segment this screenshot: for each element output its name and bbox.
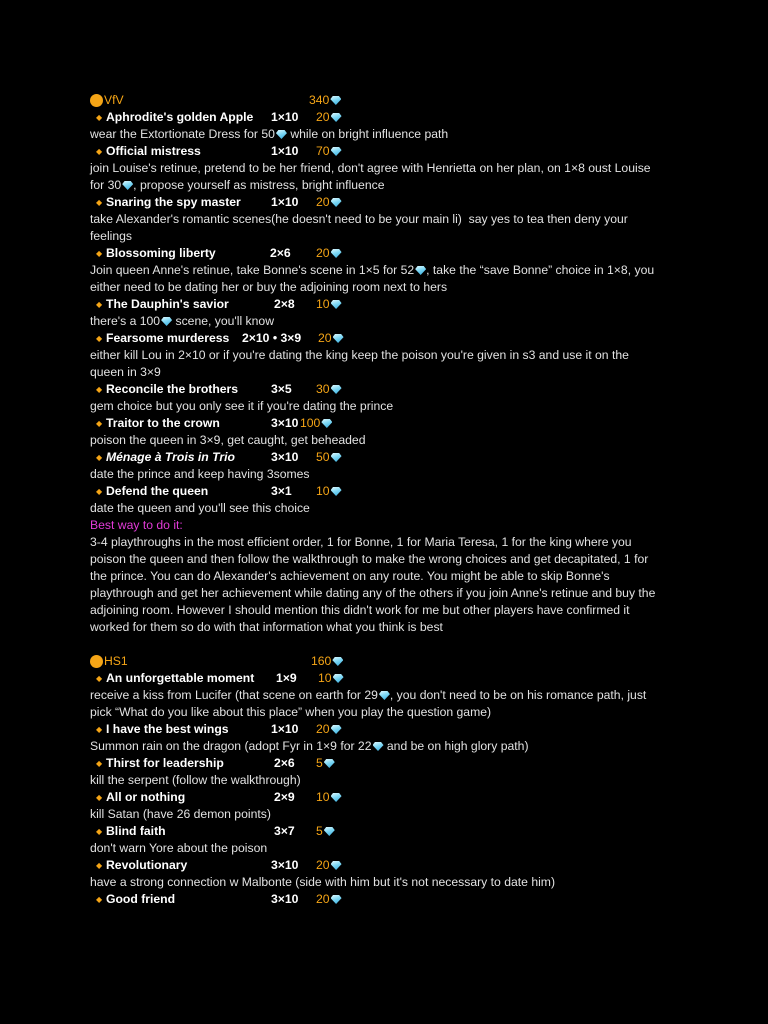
achievement-description-line — [90, 211, 690, 228]
achievement-gem-reward — [300, 415, 332, 432]
diamond-gem-icon — [331, 147, 342, 156]
desc-text: queen in 3×9 — [90, 365, 161, 379]
achievement-chapter: 1×10 — [271, 110, 299, 124]
orange-diamond-bullet-icon: ◆ — [96, 300, 103, 309]
achievement-gem-count: 10 — [316, 790, 330, 804]
achievement-title: Blind faith — [106, 824, 166, 838]
achievement-gem-reward — [316, 755, 335, 772]
achievement-gem-count: 30 — [316, 382, 330, 396]
achievement-chapter: 1×10 — [271, 195, 299, 209]
desc-text: for 30 — [90, 178, 122, 192]
achievement-chapter: 2×6 — [270, 246, 291, 260]
desc-text: Join queen Anne's retinue, take Bonne's scene in 1×5 for 52 — [90, 263, 415, 277]
achievement-title: The Dauphin's savior — [106, 297, 229, 311]
achievement-description — [90, 806, 690, 823]
section-gem-total — [311, 653, 343, 670]
achievement-gem-count: 20 — [318, 331, 332, 345]
achievement-gem-reward — [316, 891, 342, 908]
desc-text: join Louise's retinue, pretend to be her friend, don't agree with Henrietta on her plan, on 1×8 oust Louise — [90, 161, 651, 175]
achievement-chapter: 3×10 — [271, 450, 299, 464]
achievement-gem-count: 20 — [316, 246, 330, 260]
achievement-gem-reward — [316, 296, 342, 313]
diamond-gem-icon — [415, 266, 426, 275]
achievement-gem-count: 20 — [316, 195, 330, 209]
achievement-gem-count: 70 — [316, 144, 330, 158]
desc-text: , you don't need to be on his romance path, just — [389, 688, 647, 702]
orange-diamond-bullet-icon: ◆ — [96, 198, 103, 207]
diamond-gem-icon — [331, 249, 342, 258]
best-way-heading: Best way to do it: — [90, 518, 183, 532]
achievement-gem-reward — [316, 381, 342, 398]
achievement-gem-count: 100 — [300, 416, 321, 430]
achievement-description — [90, 738, 690, 755]
achievement-row — [90, 109, 690, 126]
diamond-gem-icon — [331, 487, 342, 496]
achievement-row — [90, 381, 690, 398]
achievement-gem-count: 5 — [316, 756, 323, 770]
achievement-title: Fearsome murderess — [106, 331, 230, 345]
achievement-description-line — [90, 262, 690, 279]
orange-diamond-bullet-icon: ◆ — [96, 147, 103, 156]
section-gem-count: 160 — [311, 654, 332, 668]
diamond-gem-icon — [331, 385, 342, 394]
achievement-title: All or nothing — [106, 790, 186, 804]
orange-diamond-bullet-icon: ◆ — [96, 453, 103, 462]
orange-diamond-bullet-icon: ◆ — [96, 334, 103, 343]
diamond-gem-icon — [332, 657, 343, 666]
orange-diamond-bullet-icon: ◆ — [96, 725, 103, 734]
diamond-gem-icon — [379, 691, 390, 700]
achievement-description — [90, 874, 690, 891]
orange-diamond-bullet-icon: ◆ — [96, 861, 103, 870]
diamond-gem-icon — [331, 300, 342, 309]
diamond-gem-icon — [321, 419, 332, 428]
achievement-gem-count: 10 — [316, 297, 330, 311]
section-gem-total — [309, 92, 341, 109]
achievement-gem-count: 20 — [316, 858, 330, 872]
desc-text: while on bright influence path — [286, 127, 449, 141]
diamond-gem-icon — [331, 198, 342, 207]
achievement-chapter: 2×8 — [274, 297, 295, 311]
achievement-chapter: 1×10 — [271, 722, 299, 736]
achievement-gem-reward — [316, 194, 342, 211]
achievement-chapter: 3×10 — [271, 416, 299, 430]
achievement-chapter: 2×6 — [274, 756, 295, 770]
achievement-chapter: 3×5 — [271, 382, 292, 396]
desc-text: , take the “save Bonne” choice in 1×8, you — [426, 263, 655, 277]
diamond-gem-icon — [333, 674, 344, 683]
diamond-gem-icon — [331, 793, 342, 802]
achievement-description — [90, 772, 690, 789]
desc-text: take Alexander's romantic scenes(he doesn't need to be your main li) say yes to tea then deny your — [90, 212, 628, 226]
achievement-title: Revolutionary — [106, 858, 188, 872]
achievement-gem-reward — [318, 330, 344, 347]
best-way-line: the prince. You can do Alexander's achievement on any route. You might be able to skip Bonne's — [90, 569, 610, 583]
orange-diamond-bullet-icon: ◆ — [96, 759, 103, 768]
desc-text: pick “What do you like about this place” when you play the question game) — [90, 705, 492, 719]
desc-text: date the prince and keep having 3somes — [90, 467, 310, 481]
section-header — [90, 653, 690, 670]
achievement-title: I have the best wings — [106, 722, 229, 736]
diamond-gem-icon — [331, 725, 342, 734]
desc-text: and be on high glory path) — [383, 739, 529, 753]
desc-text: date the queen and you'll see this choice — [90, 501, 310, 515]
desc-text: feelings — [90, 229, 133, 243]
orange-circle-icon — [90, 94, 103, 107]
achievement-gem-reward — [316, 143, 342, 160]
desc-text: either kill Lou in 2×10 or if you're dating the king keep the poison you're given in s3 and use it on the — [90, 348, 629, 362]
orange-diamond-bullet-icon: ◆ — [96, 385, 103, 394]
desc-text: gem choice but you only see it if you're dating the prince — [90, 399, 394, 413]
achievement-gem-count: 10 — [316, 484, 330, 498]
achievement-gem-count: 10 — [318, 671, 332, 685]
achievement-title: Traitor to the crown — [106, 416, 220, 430]
best-way-line: playthrough and get her achievement while dating any of the others if you join Anne's retinue and buy the — [90, 586, 656, 600]
achievement-description-line — [90, 279, 690, 296]
diamond-gem-icon — [324, 759, 335, 768]
achievement-chapter: 3×10 — [271, 858, 299, 872]
section-gem-count: 340 — [309, 93, 330, 107]
diamond-gem-icon — [331, 861, 342, 870]
achievement-row — [90, 483, 690, 500]
orange-diamond-bullet-icon: ◆ — [96, 487, 103, 496]
section-name: HS1 — [104, 654, 128, 668]
achievement-row — [90, 789, 690, 806]
diamond-gem-icon — [331, 895, 342, 904]
achievement-gem-reward — [316, 721, 342, 738]
achievement-title: Aphrodite's golden Apple — [106, 110, 254, 124]
achievement-description — [90, 398, 690, 415]
orange-diamond-bullet-icon: ◆ — [96, 249, 103, 258]
achievement-row — [90, 857, 690, 874]
achievement-row — [90, 330, 690, 347]
achievement-gem-reward — [316, 449, 342, 466]
achievement-title: Good friend — [106, 892, 176, 906]
achievement-gem-reward — [316, 789, 342, 806]
achievement-chapter: 3×1 — [271, 484, 292, 498]
achievement-description — [90, 466, 690, 483]
achievement-row — [90, 245, 690, 262]
achievement-description-line — [90, 228, 690, 245]
achievement-title: Reconcile the brothers — [106, 382, 239, 396]
achievement-description — [90, 840, 690, 857]
diamond-gem-icon — [122, 181, 133, 190]
achievement-gem-reward — [316, 483, 342, 500]
achievement-chapter: 3×7 — [274, 824, 295, 838]
achievement-chapter: 1×10 — [271, 144, 299, 158]
achievement-description-line — [90, 160, 690, 177]
achievement-row — [90, 891, 690, 908]
achievement-description-line — [90, 687, 690, 704]
achievement-title: Official mistress — [106, 144, 201, 158]
achievement-gem-reward — [318, 670, 344, 687]
desc-text: kill Satan (have 26 demon points) — [90, 807, 271, 821]
orange-diamond-bullet-icon: ◆ — [96, 113, 103, 122]
achievement-row — [90, 296, 690, 313]
diamond-gem-icon — [333, 334, 344, 343]
achievement-gem-reward — [316, 857, 342, 874]
achievement-row — [90, 449, 690, 466]
best-way-line: adjoining room. However I should mention this didn't work for me but other players have confirmed it — [90, 603, 630, 617]
best-way-line: poison the queen and then follow the walkthrough to make the wrong choices and get decapitated, 1 for — [90, 552, 649, 566]
achievement-description-line — [90, 347, 690, 364]
desc-text: don't warn Yore about the poison — [90, 841, 268, 855]
achievement-gem-reward — [316, 245, 342, 262]
achievement-title: Thirst for leadership — [106, 756, 224, 770]
diamond-gem-icon — [331, 113, 342, 122]
achievement-gem-count: 20 — [316, 892, 330, 906]
orange-diamond-bullet-icon: ◆ — [96, 793, 103, 802]
desc-text: scene, you'll know — [172, 314, 275, 328]
desc-text: wear the Extortionate Dress for 50 — [90, 127, 275, 141]
desc-text: either need to be dating her or buy the adjoining room next to hers — [90, 280, 448, 294]
achievement-description-line — [90, 177, 690, 194]
achievement-title: An unforgettable moment — [106, 671, 255, 685]
achievement-description — [90, 313, 690, 330]
desc-text: receive a kiss from Lucifer (that scene on earth for 29 — [90, 688, 378, 702]
achievement-description — [90, 500, 690, 517]
orange-diamond-bullet-icon: ◆ — [96, 419, 103, 428]
achievement-chapter: 3×10 — [271, 892, 299, 906]
achievement-gem-count: 20 — [316, 110, 330, 124]
best-way-line: 3-4 playthroughs in the most efficient order, 1 for Bonne, 1 for Maria Teresa, 1 for the king where you — [90, 535, 632, 549]
achievement-description — [90, 432, 690, 449]
achievement-title: Ménage à Trois in Trio — [106, 450, 235, 464]
diamond-gem-icon — [373, 742, 384, 751]
achievement-chapter: 2×10 • 3×9 — [242, 331, 302, 345]
achievement-chapter: 2×9 — [274, 790, 295, 804]
achievement-row — [90, 143, 690, 160]
orange-diamond-bullet-icon: ◆ — [96, 827, 103, 836]
achievement-row — [90, 721, 690, 738]
achievement-row — [90, 823, 690, 840]
desc-text: there's a 100 — [90, 314, 161, 328]
achievement-gem-reward — [316, 109, 342, 126]
section-name: VfV — [104, 93, 124, 107]
achievement-gem-count: 5 — [316, 824, 323, 838]
achievement-row — [90, 194, 690, 211]
section-header — [90, 92, 690, 109]
achievement-row — [90, 415, 690, 432]
orange-circle-icon — [90, 655, 103, 668]
achievement-gem-count: 50 — [316, 450, 330, 464]
achievement-guide — [90, 92, 690, 908]
diamond-gem-icon — [161, 317, 172, 326]
achievement-gem-count: 20 — [316, 722, 330, 736]
orange-diamond-bullet-icon: ◆ — [96, 674, 103, 683]
achievement-title: Snaring the spy master — [106, 195, 241, 209]
diamond-gem-icon — [330, 96, 341, 105]
desc-text: , propose yourself as mistress, bright influence — [133, 178, 385, 192]
diamond-gem-icon — [276, 130, 287, 139]
achievement-description — [90, 126, 690, 143]
diamond-gem-icon — [331, 453, 342, 462]
achievement-gem-reward — [316, 823, 335, 840]
desc-text: poison the queen in 3×9, get caught, get beheaded — [90, 433, 366, 447]
achievement-description-line — [90, 364, 690, 381]
desc-text: have a strong connection w Malbonte (side with him but it's not necessary to date him) — [90, 875, 556, 889]
desc-text: kill the serpent (follow the walkthrough) — [90, 773, 301, 787]
achievement-row — [90, 670, 690, 687]
best-way-line: worked for them so do with that information what you think is best — [90, 620, 443, 634]
section-spacer — [90, 636, 690, 653]
diamond-gem-icon — [324, 827, 335, 836]
achievement-title: Blossoming liberty — [106, 246, 216, 260]
desc-text: Summon rain on the dragon (adopt Fyr in 1×9 for 22 — [90, 739, 372, 753]
achievement-row — [90, 755, 690, 772]
orange-diamond-bullet-icon: ◆ — [96, 895, 103, 904]
achievement-description-line — [90, 704, 690, 721]
achievement-title: Defend the queen — [106, 484, 209, 498]
achievement-chapter: 1×9 — [276, 671, 297, 685]
